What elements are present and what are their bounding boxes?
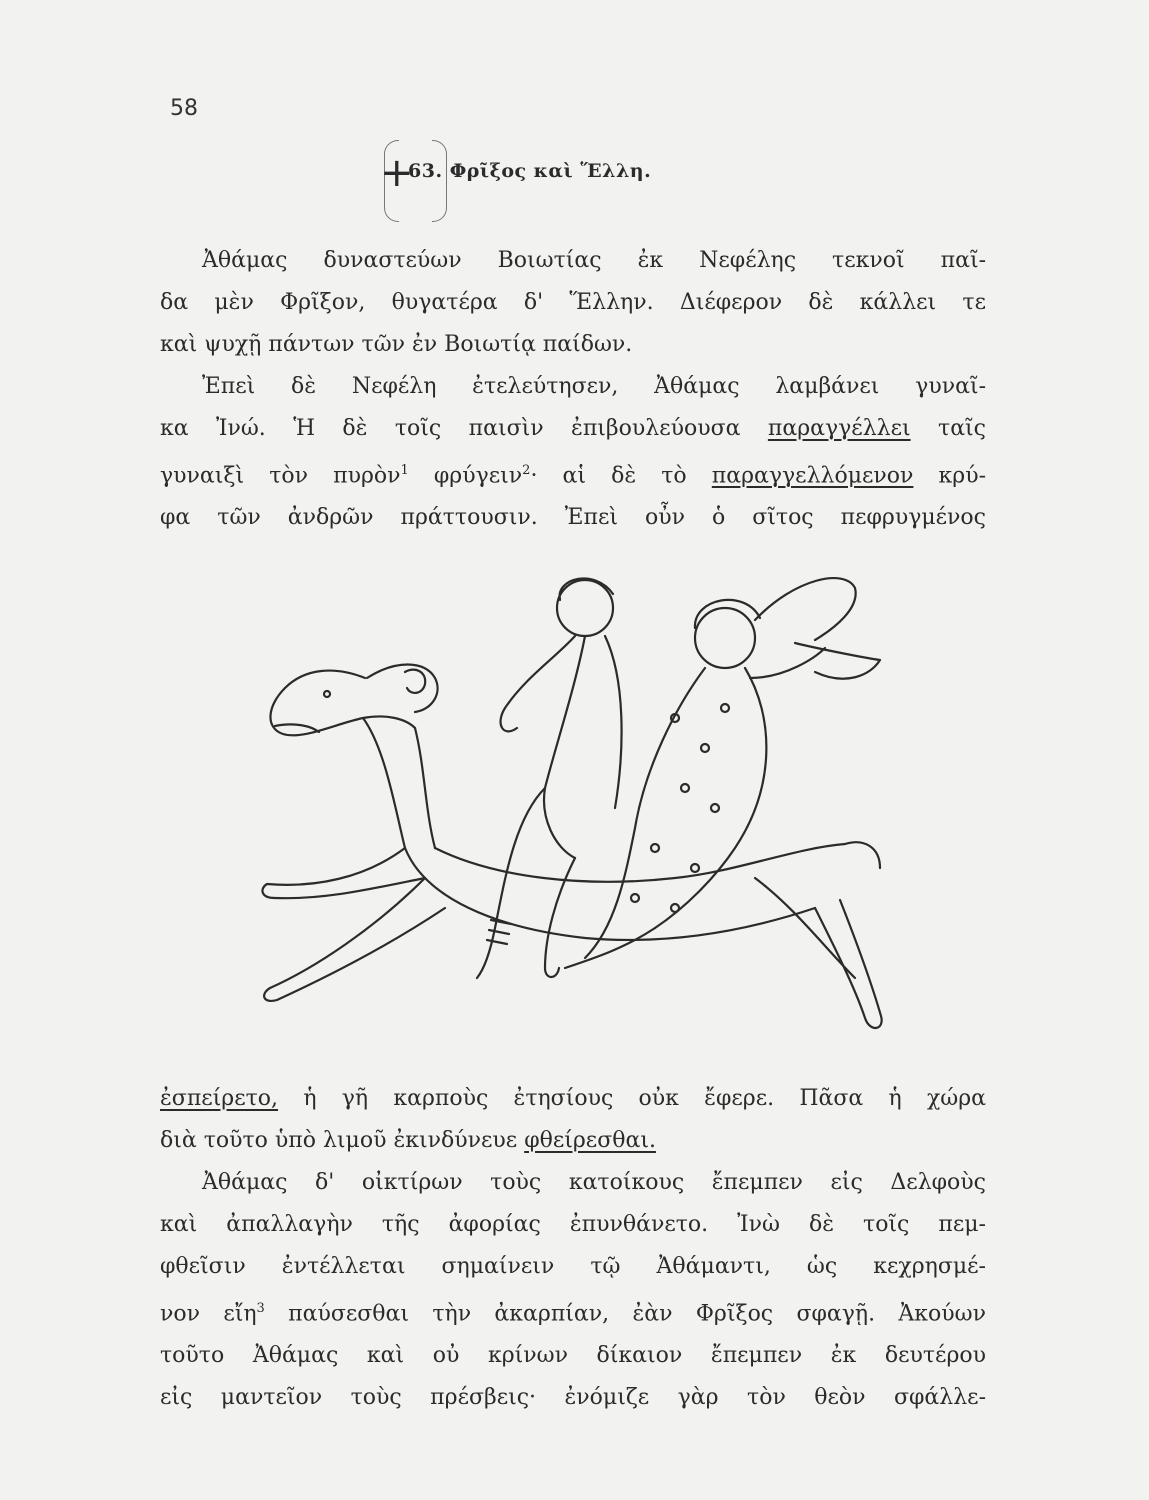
- text-line: διὰ τοῦτο ὑπὸ λιμοῦ ἐκινδύνευε φθείρεσθαι.: [160, 1128, 656, 1153]
- footnote-ref: 3: [256, 1301, 265, 1316]
- underlined-word: ἐσπείρετο,: [160, 1086, 279, 1111]
- text-line: Ἀθάμας δ' οἰκτίρων τοὺς κατοίκους ἔπεμπεν εἰς Δελφοὺς: [202, 1170, 986, 1195]
- underlined-word: παραγγέλλει: [767, 416, 911, 441]
- text-line: Ἐπεὶ δὲ Νεφέλη ἐτελεύτησεν, Ἀθάμας λαμβάνει γυναῖ-: [202, 374, 986, 399]
- cross-mark-icon: +: [380, 150, 415, 196]
- ram-riders-icon: [255, 548, 895, 1043]
- section-heading: [380, 150, 652, 196]
- underlined-word: φθείρεσθαι.: [524, 1128, 656, 1153]
- text-line: καὶ ψυχῇ πάντων τῶν ἐν Βοιωτίᾳ παίδων.: [160, 332, 633, 357]
- text-line: καὶ ἀπαλλαγὴν τῆς ἀφορίας ἐπυνθάνετο. Ἰνὼ δὲ τοῖς πεμ-: [160, 1212, 986, 1237]
- text-line: Ἀθάμας δυναστεύων Βοιωτίας ἐκ Νεφέλης τεκνοῖ παῖ-: [202, 248, 986, 273]
- text-line: γυναιξὶ τὸν πυρὸν$^1$ φρύγειν$^2$· αἱ δὲ τὸ παραγγελλόμενον κρύ-: [160, 463, 987, 489]
- underlined-word: παραγγελλόμενον: [711, 463, 914, 489]
- text-line: νον εἴη$^3$ παύσεσθαι τὴν ἀκαρπίαν, ἐὰν Φρῖξος σφαγῇ. Ἀκούων: [160, 1301, 986, 1327]
- paragraph-bottom: [160, 1078, 986, 1419]
- section-number: 63.: [408, 160, 443, 182]
- text-line: εἰς μαντεῖον τοὺς πρέσβεις· ἐνόμιζε γὰρ τὸν θεὸν σφάλλε-: [160, 1385, 986, 1411]
- text-line: τοῦτο Ἀθάμας καὶ οὐ κρίνων δίκαιον ἔπεμπεν ἐκ δευτέρου: [160, 1343, 986, 1369]
- footnote-ref: 2: [522, 463, 531, 478]
- text-line: κα Ἰνώ. Ἡ δὲ τοῖς παισὶν ἐπιβουλεύουσα παραγγέλλει ταῖς: [160, 416, 987, 441]
- page-number: 58: [170, 96, 198, 121]
- text-line: δα μὲν Φρῖξον, θυγατέρα δ' Ἕλλην. Διέφερον δὲ κάλλει τε: [160, 290, 986, 315]
- text-line: ἐσπείρετο, ἡ γῆ καρποὺς ἐτησίους οὐκ ἔφερε. Πᾶσα ἡ χώρα: [160, 1086, 987, 1111]
- text-line: φθεῖσιν ἐντέλλεται σημαίνειν τῷ Ἀθάμαντι, ὡς κεχρησμέ-: [160, 1254, 986, 1279]
- footnote-ref: 1: [400, 463, 409, 478]
- phrixus-helle-ram-illustration: [255, 548, 895, 1043]
- section-title: Φρῖξος καὶ Ἕλλη.: [449, 160, 652, 182]
- text-line: φα τῶν ἀνδρῶν πράττουσιν. Ἐπεὶ οὖν ὁ σῖτος πεφρυγμένος: [160, 505, 986, 531]
- paragraph-top: [160, 240, 986, 539]
